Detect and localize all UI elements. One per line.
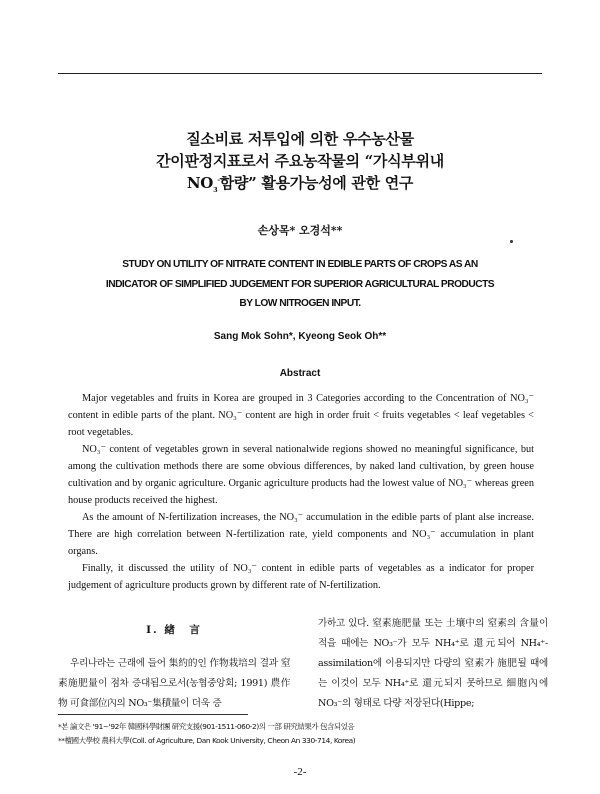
korean-title-line-2: 간이판정지표로서 주요농작물의 “가식부위내 [156, 152, 444, 170]
korean-title-line-1: 질소비료 저투입에 의한 우수농산물 [186, 130, 414, 148]
korean-title-no3: NO [186, 174, 214, 192]
english-title-line-1: STUDY ON UTILITY OF NITRATE CONTENT IN EDIBLE PARTS OF CROPS AS AN [122, 259, 478, 270]
left-column [58, 614, 290, 714]
korean-authors: 손상목* 오경석** [257, 224, 343, 237]
english-authors: Sang Mok Sohn*, Kyeong Seok Oh** [213, 331, 387, 342]
footnote-rule [58, 714, 248, 715]
abstract-body [68, 390, 534, 594]
korean-title-no3-subscript: 3 [213, 186, 218, 194]
korean-title-line-3 [0, 172, 600, 194]
abstract-heading: Abstract [279, 368, 321, 379]
footnote-1: *본 論文은 '91∼'92年 韓國科學財團 研究支援(901-1511-060-2)의 一部 研究結果가 包含되었음 [58, 722, 355, 731]
page-number: -2- [293, 766, 307, 778]
korean-title [0, 128, 600, 194]
korean-title-line-3-text: 함량” 활용가능성에 관한 연구 [219, 174, 414, 192]
english-title-line-2: INDICATOR OF SIMPLIFIED JUDGEMENT FOR SUPERIOR AGRICULTURAL PRODUCTS [105, 278, 495, 290]
abstract-paragraph-1: Major vegetables and fruits in Korea are grouped in 3 Categories according to the Concentration of NO₃⁻ content in edible parts of the plant. NO₃⁻ content are high in order fruit < fruits vegetables < leaf vegetables < root vegetables. [68, 393, 534, 438]
english-title-line-3: BY LOW NITROGEN INPUT. [239, 298, 361, 309]
abstract-paragraph-2: NO₃⁻ content of vegetables grown in several nationalwide regions showed no meaningful significance, but among the cultivation methods there are some obvious differences, by naked land cultivation, by green house cultivation and by organic agriculture. Organic agriculture products had the lowest value of NO₃⁻ whereas green house products received the highest. [68, 444, 534, 506]
english-title [0, 255, 600, 314]
footnote-2: **檀國大學校 農科大學(Coll. of Agriculture, Dan Kook University, Cheon An 330-714, Korea) [58, 736, 356, 745]
abstract-paragraph-4: Finally, it discussed the utility of NO₃⁻ content in edible parts of vegetables as a indicator for proper judgement of agriculture products grown by different rate of N-fertilization. [68, 563, 534, 591]
footnotes [58, 720, 548, 748]
right-column-text: 가하고 있다. 窒素施肥量 또는 土壤中의 窒素의 含量이 적을 때에는 NO₃⁻가 모두 NH₄⁺로 還元되어 NH₄⁺-assimilation에 이용되지만 다량의 窒素가 施肥될 때에는 이것이 모두 NH₄⁺로 還元되지 못하므로 細胞內에 NO₃⁻의 형태로 다량 저장된다(Hippe; [318, 618, 548, 709]
abstract-paragraph-3: As the amount of N-fertilization increases, the NO₃⁻ accumulation in the edible parts of plant alse increase. There are high correlation between N-fertilization rate, yield components and NO₃⁻ accumulation in plant organs. [68, 512, 534, 557]
left-column-text: 우리나라는 근래에 들어 集約的인 作物栽培의 결과 窒素施肥量이 점차 증대됨으로서(농협중앙회; 1991) 農作物 可食部位內의 NO₃⁻集積量이 더욱 증 [58, 658, 290, 709]
scan-speck [510, 240, 513, 243]
header-rule [58, 73, 542, 74]
section-heading-introduction: Ⅰ. 緖 言 [146, 624, 202, 636]
right-column [318, 614, 548, 714]
korean-title-no3-superscript: - [217, 176, 220, 184]
